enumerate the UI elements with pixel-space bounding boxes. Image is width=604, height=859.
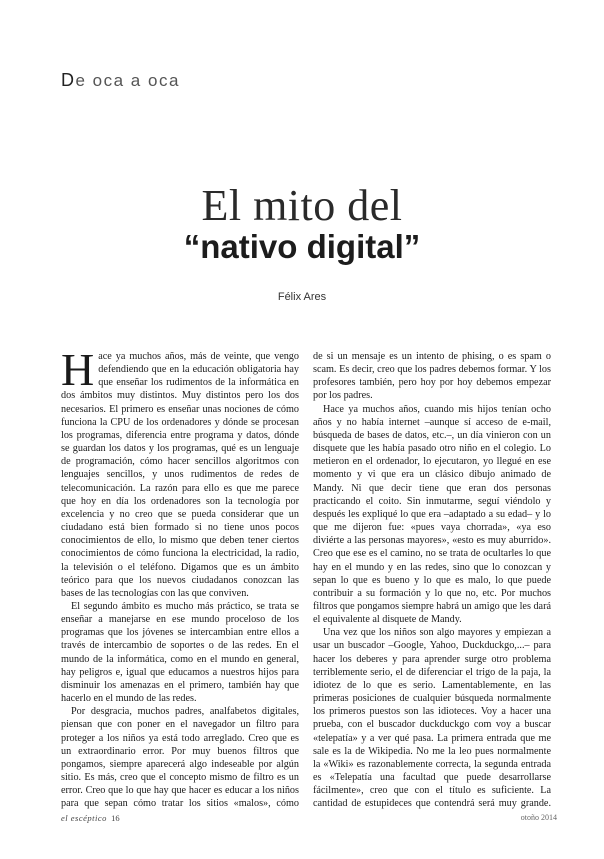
paragraph: Una vez que los niños son algo mayores y empiezan a usar un buscador –Google, Yahoo, Duckduckgo,...– para hacer los deberes y para aprender surge otro problema terriblemente serio, el de diferenciar el trigo de la paja, la idiotez de lo que es serio. Lamentablemente, en las primeras posiciones de cualquier búsqueda normalmente los primeros puestos son las idioteces. Voy a hacer una prueba, con el buscador duckduckgo com voy a buscar «telepatía» y a ver qué pasa. La primera entrada que me sale es la de Wikipedia. No me la leo pues normalmente la «Wiki» es razonablemente correcta, la segunda entrada es «Telepatía una facultad que puede desarrollarse fácilmente», creo que con el título es suficiente. La cantidad de estupideces que contendrá será muy grande. [313,627,551,810]
paragraph: Por desgracia, muchos padres, analfabetos digitales, piensan que con poner en el navegador un filtro para proteger a los niños ya está todo arreglado. Creo que es un extraordinario error. Por muy buenos filtros que pongamos, siempre aparecerá algo indeseable por algún sitio. Es más, creo que el concepto mismo de filtro es un error. Creo que lo que hay que hacer es educar a los niños para que sepan cómo tratar los sitios «malos», cómo [61,706,299,810]
paragraph: de si un mensaje es un intento de phising, o es spam o scam. Es decir, creo que los padres debemos formar. Y los profesores también, pero hoy por hoy debemos empezar por los padres. [313,351,551,402]
article-title-line1: El mito del [201,181,403,230]
page-number: 16 [111,813,120,823]
article-author: Félix Ares [277,291,327,303]
section-label-initial: D [61,70,76,90]
right-column [313,350,551,810]
paragraph-text: ace ya muchos años, más de veinte, que vengo defendiendo que en la educación obligatoria hay que enseñar los rudimentos de la informática en dos ámbitos muy distintos. Muy distintos pero los dos necesarios. El primero es enseñar unas nociones de cómo funciona la CPU de los ordenadores y dónde se procesan los programas, diferencia entre programa y datos, dónde se guardan los datos y los programas, qué es un lenguaje de programación, cómo hacer sencillos algoritmos con lenguajes sencillos, y unos rudimentos de redes de telecomunicación. La razón para ello es que me parece que hoy en día los ordenadores son la tecnología por excelencia y no creo que se pueda considerar que un ciudadano está bien formado si no tiene unos pocos conocimientos de ello, lo mismo que deben tener ciertos conocimientos de cómo funciona la electricidad, la radio, la televisión o el teléfono. Digamos que es un ámbito teórico para que los nuevos ciudadanos conozcan las bases de las tecnologías con las que conviven. [61,351,299,599]
article-title-line2: “nativo digital” [183,228,421,265]
drop-cap: H [61,350,95,395]
paragraph: El segundo ámbito es mucho más práctico, se trata se enseñar a manejarse en ese mundo proceloso de los programas que los jóvenes se intercambian entre ellos a través de intercambio de soportes o de las redes. En el mundo de la informática, como en el mundo en general, hay peligros e, igual que educamos a nuestros hijos para disminuir los amenazas en el primero, también hay que hacerlo en el mundo de las redes. [61,600,299,705]
magazine-name: el escéptico [61,813,107,823]
left-column [61,350,299,810]
section-label [61,70,180,91]
footer-magazine [61,813,120,823]
footer-issue: otoño 2014 [520,813,557,822]
paragraph [61,350,299,600]
paragraph: Hace ya muchos años, cuando mis hijos tenían ocho años y no había internet –aunque sí acceso de e-mail, búsqueda de bases de datos, etc.–, un día vinieron con un disquete que les había pasado otro niño en el colegio. Lo metieron en el ordenador, lo ejecutaron, yo llegué en ese momento y vi que era un clásico dibujo animado de Mandy. Ni que decir tiene que eran dos personas practicando el coito. Sin inmutarme, seguí viéndolo y después les expliqué lo que era –adaptado a su edad– y lo que me dijeron fue: «pues vaya chorrada», «ya eso diviérte a las personas mayores», «esto es muy aburrido». Creo que ese es el camino, no se trata de ocultarles lo que hay en el mundo y en las redes, sino que lo conozcan y sepan lo que es bueno y lo que es malo, lo que puede contribuir a su formación y lo que no, etc. Por muchos filtros que pongamos siempre habrá un amigo que les dará el equivalente al disquete de Mandy. [313,403,551,626]
section-label-rest: e oca a oca [75,71,180,90]
